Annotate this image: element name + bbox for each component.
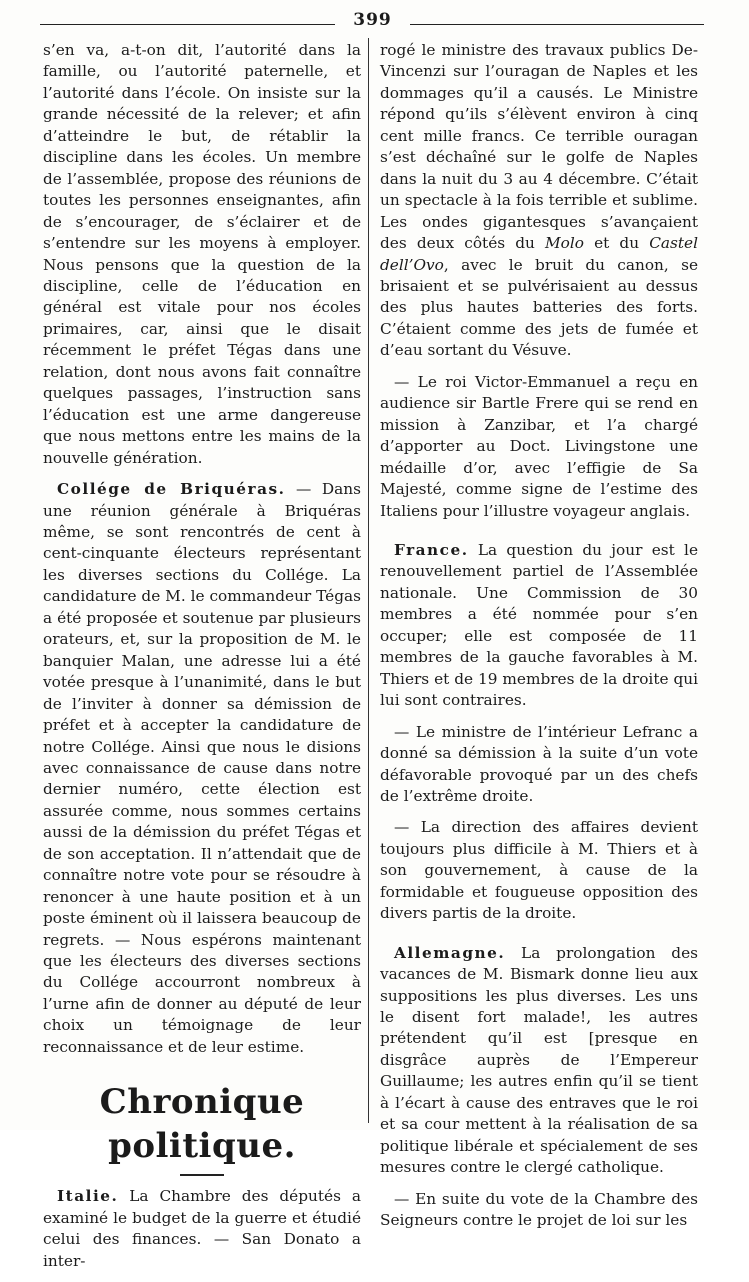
france-article-text: La question du jour est le renouvellement partiel de l’Assemblée nationale. Une Commission de 30 membres a été nommée pour s’en occuper; elle est composée de 11 membres de la gauche favorables à M. Thiers et de 19 membres de la droite qui lui sont contraires. bbox=[380, 540, 698, 710]
right-column bbox=[380, 40, 698, 1242]
title-divider bbox=[180, 1174, 224, 1176]
italie-article-text: La Chambre des députés a examiné le budget de la guerre et étudié celui des finances. — San Donato a inter- bbox=[43, 1187, 361, 1270]
italic-place-molo: Molo bbox=[545, 234, 584, 253]
italie-continuation-text: rogé le ministre des travaux publics De-Vincenzi sur l’ouragan de Naples et les dommages qu’il a causés. Le Ministre répond qu’ils s’élèvent environ à cinq cent mille francs. Ce terrible ouragan s’est déchaîné sur le golfe de Naples dans la nuit du 3 au 4 décembre. C’était un spectacle à la fois terrible et sublime. Les ondes gigantesques s’avançaient des deux côtés du bbox=[380, 41, 698, 253]
left-column bbox=[43, 40, 361, 1282]
italie-continuation-end: , avec le bruit du canon, se brisaient et se pulvérisaient au dessus des plus hautes batteries des forts. C’étaient comme des jets de fumée et d’eau sortant du Vésuve. bbox=[380, 255, 698, 360]
column-divider bbox=[368, 38, 369, 1123]
section-heading-college: Collége de Briquéras. bbox=[57, 480, 286, 499]
chronique-title: Chronique politique. bbox=[99, 1082, 305, 1167]
italic-place-castel: Castel dell’Ovo bbox=[380, 234, 698, 274]
allemagne-article-text: La prolongation des vacances de M. Bismark donne lieu aux suppositions les plus diverses. Les uns le disent fort malade!, les autres prétendent qu’il est [presque en disgrâce auprès de l’Empereur Guillaume; les autres enfin qu’il se tient à l’écart à cause des entraves que le roi et sa cour mettent à la réalisation de sa politique libérale et spécialement de ses mesures contre le clergé catholique. bbox=[380, 943, 698, 1177]
college-article bbox=[43, 479, 361, 1058]
college-article-text: — Dans une réunion générale à Briquéras même, se sont rencontrés de cent à cent-cinquante électeurs représentant les diverses sections du Collége. La candidature de M. le commandeur Tégas a été proposée et soutenue par plusieurs orateurs, et, sur la proposition de M. le banquier Malan, une adresse lui a été votée presque à l’unanimité, dans le but de l’inviter à donner sa démission de préfet et à accepter la candidature de notre Collége. Ainsi que nous le disions avec connaissance de cause dans notre dernier numéro, cette élection est assurée comme, nous sommes certains aussi de la démission du préfet Tégas et de son acceptation. Il n’attendait que de connaître notre vote pour se résoudre à renoncer à une haute position et à un poste éminent où il laissera beaucoup de regrets. — Nous espérons maintenant que les électeurs des diverses sections du Collége accourront nombreux à l’urne afin de donner au député de leur choix un témoignage de leur reconnaissance et de leur estime. bbox=[43, 480, 362, 1056]
article-paragraph: s’en va, a-t-on dit, l’autorité dans la famille, ou l’autorité paternelle, et l’autorité dans l’école. On insiste sur la grande nécessité de la relever; et afin d’atteindre le but, de rétablir la discipline dans les écoles. Un membre de l’assemblée, propose des réunions de toutes les personnes enseignantes, afin de s’encourager, de s’éclairer et de s’entendre sur les moyens à employer. Nous pensons que la question de la discipline, celle de l’éducation en général est vitale pour nos écoles primaires, car, ainsi que le disait récemment le préfet Tégas dans une relation, dont nous avons fait connaître quelques passages, l’instruction sans l’éducation est une arme dangereuse que nous mettons entre les mains de la nouvelle génération. bbox=[43, 41, 361, 467]
italie-continuation bbox=[380, 40, 698, 362]
lefranc-paragraph: — Le ministre de l’intérieur Lefranc a donné sa démission à la suite d’un vote défavorable provoqué par un des chefs de l’extrême droite. bbox=[380, 722, 698, 805]
section-heading-france: France. bbox=[394, 540, 469, 559]
france-article bbox=[380, 540, 698, 712]
section-heading-italie: Italie. bbox=[57, 1187, 119, 1206]
victor-emmanuel-paragraph: — Le roi Victor-Emmanuel a reçu en audience sir Bartle Frere qui se rend en mission à Zanzibar, et l’a chargé d’apporter au Doct. Livingstone une médaille d’or, avec l’effigie de Sa Majesté, comme signe de l’estime des Italiens pour l’illustre voyageur anglais. bbox=[380, 372, 698, 520]
thiers-paragraph: — La direction des affaires devient toujours plus difficile à M. Thiers et à son gouvernement, à cause de la formidable et fougueuse opposition des divers partis de la droite. bbox=[380, 818, 698, 923]
allemagne-article bbox=[380, 943, 698, 1179]
header-rule-right bbox=[410, 24, 704, 25]
seigneurs-paragraph: — En suite du vote de la Chambre des Seigneurs contre le projet de loi sur les bbox=[380, 1189, 698, 1230]
page-header bbox=[40, 10, 704, 40]
italie-article bbox=[43, 1186, 361, 1272]
header-rule-left bbox=[40, 24, 335, 25]
page-number: 399 bbox=[353, 10, 392, 30]
section-heading-allemagne: Allemagne. bbox=[394, 943, 506, 962]
italie-continuation-mid: et du bbox=[583, 234, 650, 253]
